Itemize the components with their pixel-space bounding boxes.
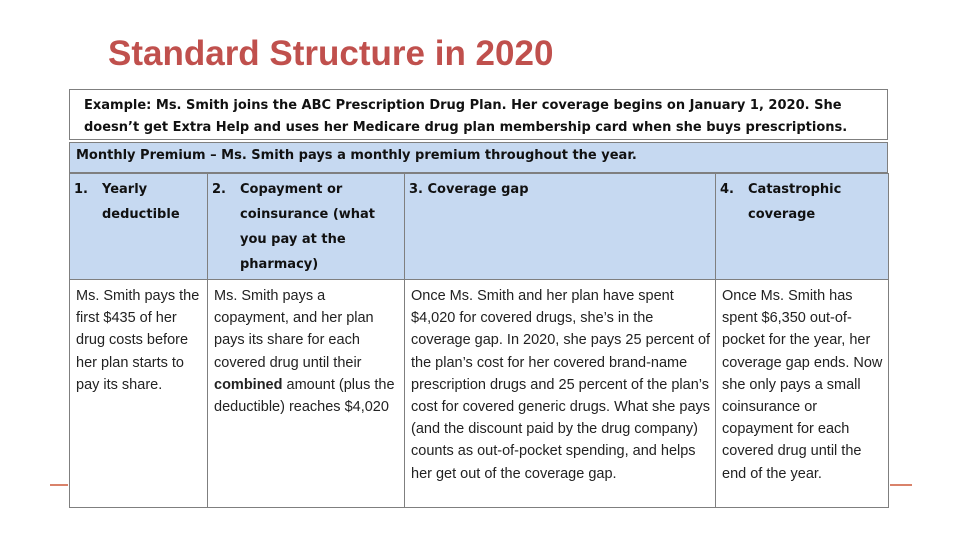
stage-description-end: amount (plus the deductible) reaches $4,020: [214, 376, 395, 416]
stage-description: Ms. Smith pays the first $435 of her drug costs before her plan starts to pay its share.: [76, 288, 200, 393]
stage-body-copayment: [208, 280, 405, 508]
stage-description-start: Ms. Smith pays a copayment, and her plan pays its share for each covered drug until their: [214, 288, 374, 371]
stage-title: Copayment or coinsurance (what you pay at the pharmacy): [240, 182, 376, 272]
stage-body-catastrophic: [716, 280, 889, 508]
stage-number: 1.: [74, 182, 88, 197]
stage-title: Yearly deductible: [102, 182, 180, 222]
stage-number: 2.: [212, 182, 226, 197]
example-box: [69, 89, 888, 140]
coverage-stages-table: [69, 173, 889, 508]
stage-description-emphasis: combined: [214, 376, 283, 393]
stages-header-row: [70, 174, 889, 280]
decorative-line-left: [50, 484, 68, 486]
monthly-premium-bar: [69, 142, 888, 173]
decorative-line-right: [890, 484, 912, 486]
monthly-premium-text: Monthly Premium – Ms. Smith pays a monthly premium throughout the year.: [76, 148, 637, 163]
stage-header-coverage-gap: [405, 174, 716, 280]
stage-body-deductible: [70, 280, 208, 508]
stages-body-row: [70, 280, 889, 508]
stage-header-copayment: [208, 174, 405, 280]
stage-description: Once Ms. Smith and her plan have spent $4,020 for covered drugs, she’s in the coverage gap. In 2020, she pays 25 percent of the plan’s cost for her covered brand-name prescription drugs and 25 percent of the plan’s cost for covered generic drugs. What she pays (and the discount paid by the drug company) counts as out-of-pocket spending, and helps her get out of the coverage gap.: [411, 288, 711, 482]
stage-title: Coverage gap: [427, 182, 529, 197]
stage-number: 4.: [720, 182, 734, 197]
stage-number: 3.: [409, 182, 423, 197]
example-text: Example: Ms. Smith joins the ABC Prescription Drug Plan. Her coverage begins on January 1, 2020. She doesn’t get Extra Help and uses her Medicare drug plan membership card when she buys prescriptions.: [84, 98, 848, 135]
stage-body-coverage-gap: [405, 280, 716, 508]
stage-header-catastrophic: [716, 174, 889, 280]
stage-description: Once Ms. Smith has spent $6,350 out-of-pocket for the year, her coverage gap ends. Now she only pays a small coinsurance or copayment for each covered drug until the end of the year.: [722, 288, 883, 482]
stage-title: Catastrophic coverage: [748, 182, 842, 222]
slide-title: Standard Structure in 2020: [108, 34, 554, 73]
stage-header-deductible: [70, 174, 208, 280]
